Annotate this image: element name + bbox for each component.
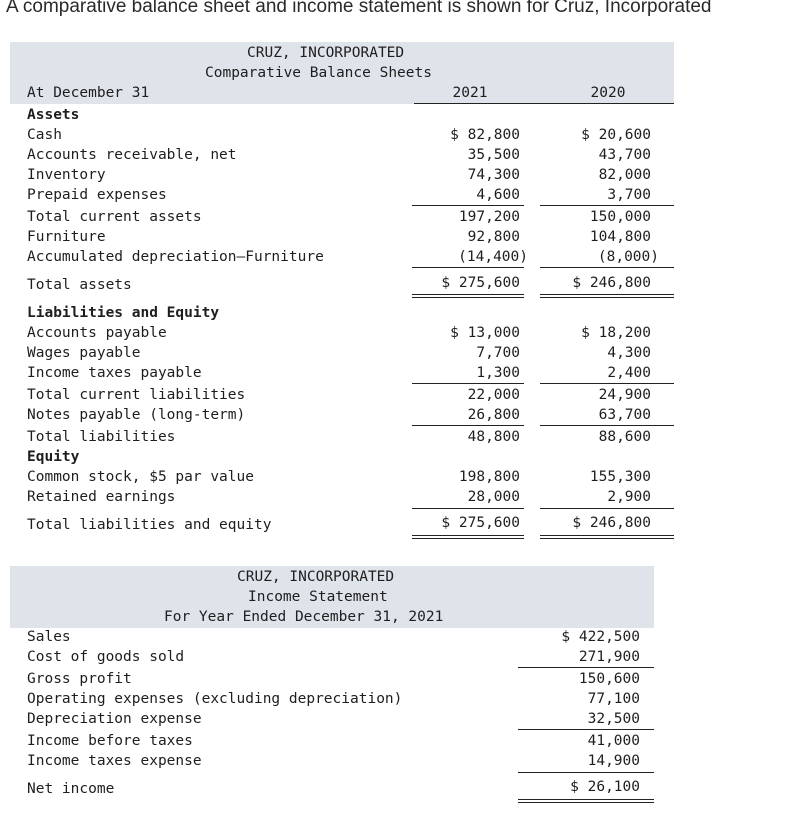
bs-asset-label: Prepaid expenses [27,187,167,203]
bs-equity-v1: 198,800 [458,469,520,485]
bs-year2: 2020 [590,85,626,101]
bs-liab-label: Notes payable (long-term) [27,407,246,423]
bs-liab-label: Total current liabilities [27,387,246,403]
bs-asset-v1: (14,400) [458,249,528,265]
bs-total-double-rule [540,294,674,298]
bs-liab-v2: $ 18,200 [581,325,651,341]
bs-year1: 2021 [452,85,488,101]
bs-liab-label: Accounts payable [27,325,167,341]
is-title: Income Statement [248,589,388,605]
bs-asset-v1: 92,800 [467,229,520,245]
bs-liab-label: Wages payable [27,345,141,361]
bs-liab-v1: 1,300 [476,365,520,381]
bs-header-rule [414,103,674,104]
bs-total-double-rule [412,294,524,298]
bs-liab-v1: $ 13,000 [450,325,520,341]
bs-equity-heading: Equity [27,449,80,465]
bs-asset-label: Inventory [27,167,106,183]
bs-equity-v1: 28,000 [467,489,520,505]
bs-assets-heading: Assets [27,107,80,123]
is-row-value: 150,600 [578,671,640,687]
bs-asset-v2: $ 20,600 [581,127,651,143]
bs-subtotal-rule [540,383,674,384]
bs-subtotal-rule [540,267,674,268]
bs-subtotal-rule [540,425,674,426]
bs-asset-v2: 82,000 [598,167,651,183]
is-row-value: $ 26,100 [570,779,640,795]
bs-subtotal-rule [412,383,524,384]
is-row-value: 41,000 [587,733,640,749]
is-row-label: Net income [27,781,115,797]
bs-asset-v1: 35,500 [467,147,520,163]
bs-asset-v1: $ 275,600 [441,275,520,291]
is-subtotal-rule [518,729,654,730]
bs-equity-v2: 2,900 [607,489,651,505]
bs-asset-v2: 104,800 [589,229,651,245]
bs-liab-v2: 63,700 [598,407,651,423]
intro-text: A comparative balance sheet and income statement is shown for Cruz, Incorporated [6,0,712,17]
bs-liab-v1: 26,800 [467,407,520,423]
is-row-label: Income before taxes [27,733,193,749]
bs-equity-label: Common stock, $5 par value [27,469,254,485]
is-row-label: Gross profit [27,671,132,687]
bs-asset-label: Total assets [27,277,132,293]
bs-asset-v2: 43,700 [598,147,651,163]
is-subtotal-rule [518,772,654,773]
is-period: For Year Ended December 31, 2021 [164,609,444,625]
is-row-label: Sales [27,629,71,645]
bs-asset-v2: (8,000) [597,249,659,265]
bs-subtotal-rule [540,508,674,509]
is-row-label: Operating expenses (excluding depreciation) [27,691,403,707]
bs-total-double-rule [540,535,674,539]
bs-asset-label: Accounts receivable, net [27,147,237,163]
is-row-value: $ 422,500 [561,629,640,645]
bs-total-double-rule [412,535,524,539]
bs-subtotal-rule [540,205,674,206]
bs-liab-v2: 24,900 [598,387,651,403]
bs-asset-v1: 197,200 [458,209,520,225]
bs-asset-v2: 150,000 [589,209,651,225]
bs-liab-v1: 22,000 [467,387,520,403]
bs-date-label: At December 31 [27,85,150,101]
bs-title: Comparative Balance Sheets [205,65,432,81]
is-row-value: 271,900 [578,649,640,665]
bs-subtotal-rule [412,425,524,426]
bs-equity-v2: $ 246,800 [572,515,651,531]
is-row-label: Depreciation expense [27,711,202,727]
is-row-value: 32,500 [587,711,640,727]
is-total-double-rule [518,799,654,803]
bs-company: CRUZ, INCORPORATED [247,45,405,61]
bs-liab-v1: 7,700 [476,345,520,361]
bs-asset-v2: 3,700 [607,187,651,203]
bs-equity-label: Retained earnings [27,489,176,505]
is-subtotal-rule [518,667,654,668]
bs-asset-v2: $ 246,800 [572,275,651,291]
bs-asset-v1: 74,300 [467,167,520,183]
is-company: CRUZ, INCORPORATED [237,569,395,585]
bs-asset-v1: $ 82,800 [450,127,520,143]
is-row-label: Cost of goods sold [27,649,185,665]
is-row-label: Income taxes expense [27,753,202,769]
is-row-value: 77,100 [587,691,640,707]
bs-liab-v2: 4,300 [607,345,651,361]
bs-equity-v2: 155,300 [589,469,651,485]
bs-equity-v1: $ 275,600 [441,515,520,531]
bs-liab-heading: Liabilities and Equity [27,305,220,321]
bs-asset-v1: 4,600 [476,187,520,203]
bs-liab-label: Total liabilities [27,429,176,445]
is-row-value: 14,900 [587,753,640,769]
bs-liab-label: Income taxes payable [27,365,202,381]
bs-liab-v2: 88,600 [598,429,651,445]
bs-asset-label: Cash [27,127,62,143]
bs-asset-label: Total current assets [27,209,202,225]
bs-subtotal-rule [412,205,524,206]
bs-subtotal-rule [412,267,524,268]
bs-liab-v2: 2,400 [607,365,651,381]
bs-equity-label: Total liabilities and equity [27,517,272,533]
bs-asset-label: Accumulated depreciation—Furniture [27,249,324,265]
bs-subtotal-rule [412,508,524,509]
bs-asset-label: Furniture [27,229,106,245]
bs-liab-v1: 48,800 [467,429,520,445]
